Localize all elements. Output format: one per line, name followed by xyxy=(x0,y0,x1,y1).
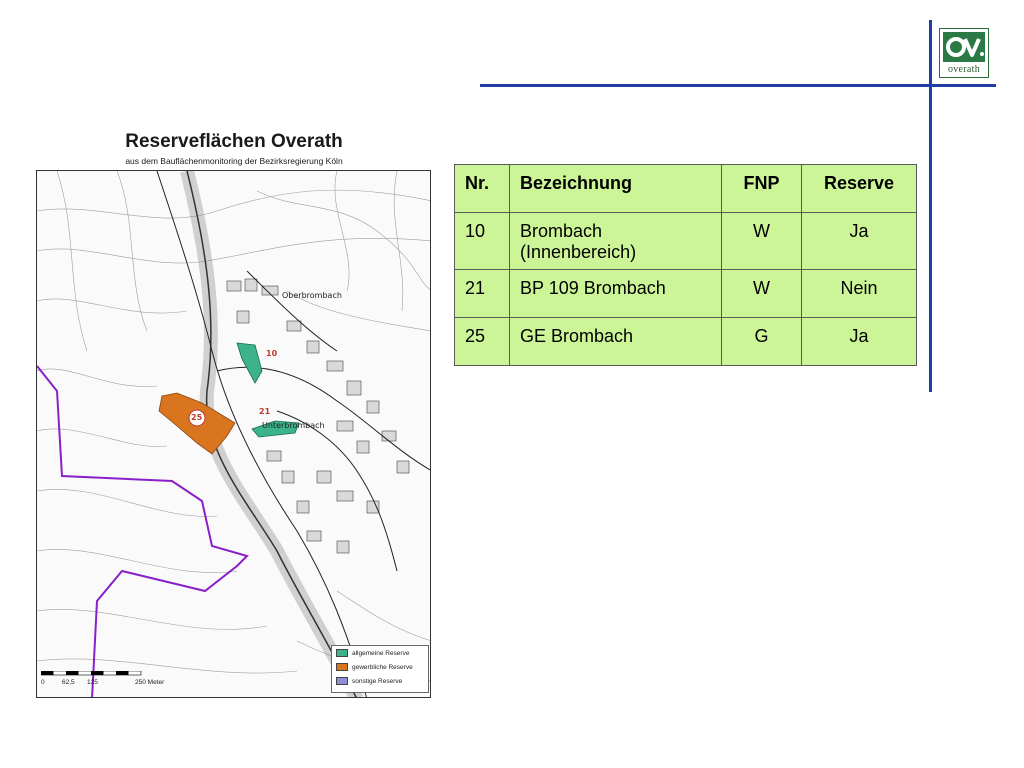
cell-fnp: G xyxy=(722,318,802,366)
legend-label: sonstige Reserve xyxy=(352,677,403,685)
cell-bezeichnung xyxy=(510,270,722,318)
cell-bezeichnung-line1: BP 109 Brombach xyxy=(520,278,666,298)
area-label-10: 10 xyxy=(266,349,278,358)
topographic-map xyxy=(36,170,431,698)
cell-bezeichnung-line1: GE Brombach xyxy=(520,326,634,346)
map-subtitle: aus dem Bauflächenmonitoring der Bezirksregierung Köln xyxy=(125,156,343,166)
legend-swatch-other xyxy=(336,677,348,685)
table-row xyxy=(455,318,917,366)
table-header-row xyxy=(455,165,917,213)
area-label-21: 21 xyxy=(259,407,271,416)
cell-reserve: Ja xyxy=(802,213,917,270)
overath-logo xyxy=(939,28,989,78)
cell-nr: 10 xyxy=(455,213,510,270)
legend-label: allgemeine Reserve xyxy=(352,649,410,657)
scale-tick: 125 xyxy=(87,679,98,686)
cell-fnp: W xyxy=(722,270,802,318)
cell-reserve: Ja xyxy=(802,318,917,366)
cell-nr: 25 xyxy=(455,318,510,366)
logo-text: overath xyxy=(947,64,981,75)
legend-row xyxy=(332,660,428,674)
scale-tick: 62,5 xyxy=(62,679,75,686)
area-10 xyxy=(237,343,262,383)
map-legend xyxy=(331,645,429,693)
place-label-unterbrombach: Unterbrombach xyxy=(262,421,325,430)
place-label-oberbrombach: Oberbrombach xyxy=(282,291,342,300)
reserve-table xyxy=(454,164,917,366)
cell-bezeichnung-line2: (Innenbereich) xyxy=(520,242,637,262)
header-fnp: FNP xyxy=(722,165,802,213)
header-rule-horizontal xyxy=(480,84,996,87)
cell-bezeichnung xyxy=(510,213,722,270)
scale-bar xyxy=(41,671,171,687)
map-canvas xyxy=(37,171,431,698)
legend-row xyxy=(332,674,428,688)
header-bezeichnung: Bezeichnung xyxy=(510,165,722,213)
scale-tick: 0 xyxy=(41,679,45,686)
scale-bar-graphic xyxy=(41,671,151,679)
legend-swatch-general xyxy=(336,649,348,657)
table-row xyxy=(455,270,917,318)
header-nr: Nr. xyxy=(455,165,510,213)
cell-fnp: W xyxy=(722,213,802,270)
map-title: Reserveflächen Overath xyxy=(125,131,343,152)
table-row xyxy=(455,213,917,270)
cell-reserve: Nein xyxy=(802,270,917,318)
header-rule-vertical xyxy=(929,20,932,392)
legend-swatch-commercial xyxy=(336,663,348,671)
scale-tick: 250 Meter xyxy=(135,679,165,686)
logo-mark-icon xyxy=(943,32,985,62)
area-label-25: 25 xyxy=(191,413,203,422)
legend-row xyxy=(332,646,428,660)
header-reserve: Reserve xyxy=(802,165,917,213)
legend-label: gewerbliche Reserve xyxy=(352,663,413,671)
cell-bezeichnung xyxy=(510,318,722,366)
cell-bezeichnung-line1: Brombach xyxy=(520,221,603,241)
cell-nr: 21 xyxy=(455,270,510,318)
